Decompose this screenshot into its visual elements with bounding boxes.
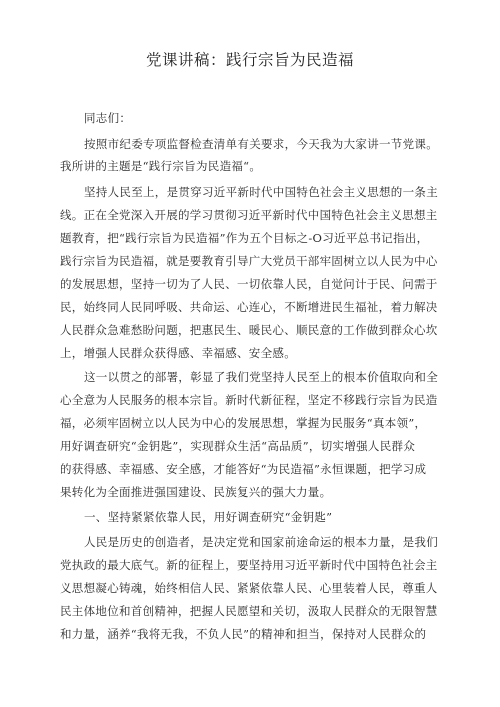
body-line: 上，增强人民群众获得感、幸福感、安全感。	[60, 346, 296, 360]
body-line: 坚持人民至上，是贯穿习近平新时代中国特色社会主义思想的一条主	[84, 185, 438, 199]
body-line: 人民是历史的创造者，是决定党和国家前途命运的根本力量，是我们	[84, 535, 438, 549]
body-line: 题教育，把“践行宗旨为民造福”作为五个目标之-O习近平总书记指出，	[60, 231, 429, 245]
body-line: 和力量，涵养“我将无我，不负人民”的精神和担当，保持对人民群众的	[60, 627, 427, 641]
body-line: 民主体地位和首创精神，把握人民愿望和关切，汲取人民群众的无限智慧	[60, 604, 438, 618]
body-line: 按照市纪委专项监督检查清单有关要求，今天我为大家讲一节党课。	[84, 137, 438, 151]
section-heading: 一、坚持紧紧依靠人民，用好调查研究“金钥匙”	[84, 510, 333, 524]
body-line: 践行宗旨为民造福，就是要教育引导广大党员干部牢固树立以人民为中心	[60, 254, 438, 268]
body-line: 心全意为人民服务的根本宗旨。新时代新征程，坚定不移践行宗旨为民造	[60, 393, 438, 407]
body-line: 人民群众急难愁盼问题，把惠民生、暖民心、顺民意的工作做到群众心坎	[60, 323, 438, 337]
body-line: 用好调查研究“金钥匙”，实现群众生活“高品质”，切实增强人民群众	[60, 439, 416, 453]
body-line: 党执政的最大底气。新的征程上，要坚持用习近平新时代中国特色社会主	[60, 558, 438, 572]
body-line: 线。正在全党深入开展的学习贯彻习近平新时代中国特色社会主义思想主	[60, 208, 438, 222]
body-line: 果转化为全面推进强国建设、民族复兴的强大力量。	[60, 485, 332, 499]
body-line: 这一以贯之的部署，彰显了我们党坚持人民至上的根本价值取向和全	[84, 370, 438, 384]
body-line: 我所讲的主题是“践行宗旨为民造福“。	[60, 159, 262, 173]
greeting-line: 同志们：	[84, 111, 132, 125]
body-line: 民，始终同人民同呼吸、共命运、心连心，不断增进民生福祉，着力解决	[60, 300, 438, 314]
body-line: 的获得感、幸福感、安全感，才能答好“为民造福”永恒课题，把学习成	[60, 462, 427, 476]
body-line: 的发展思想，坚持一切为了人民、一切依靠人民，自觉问计于民、问需于	[60, 277, 438, 291]
body-line: 福，必须牢固树立以人民为中心的发展思想，掌握为民服务“真本领”，	[60, 416, 427, 430]
body-line: 义思想凝心铸魂，始终相信人民、紧紧依靠人民、心里装着人民，尊重人	[60, 581, 438, 595]
document-title: 党课讲稿：践行宗旨为民造福	[145, 51, 354, 69]
